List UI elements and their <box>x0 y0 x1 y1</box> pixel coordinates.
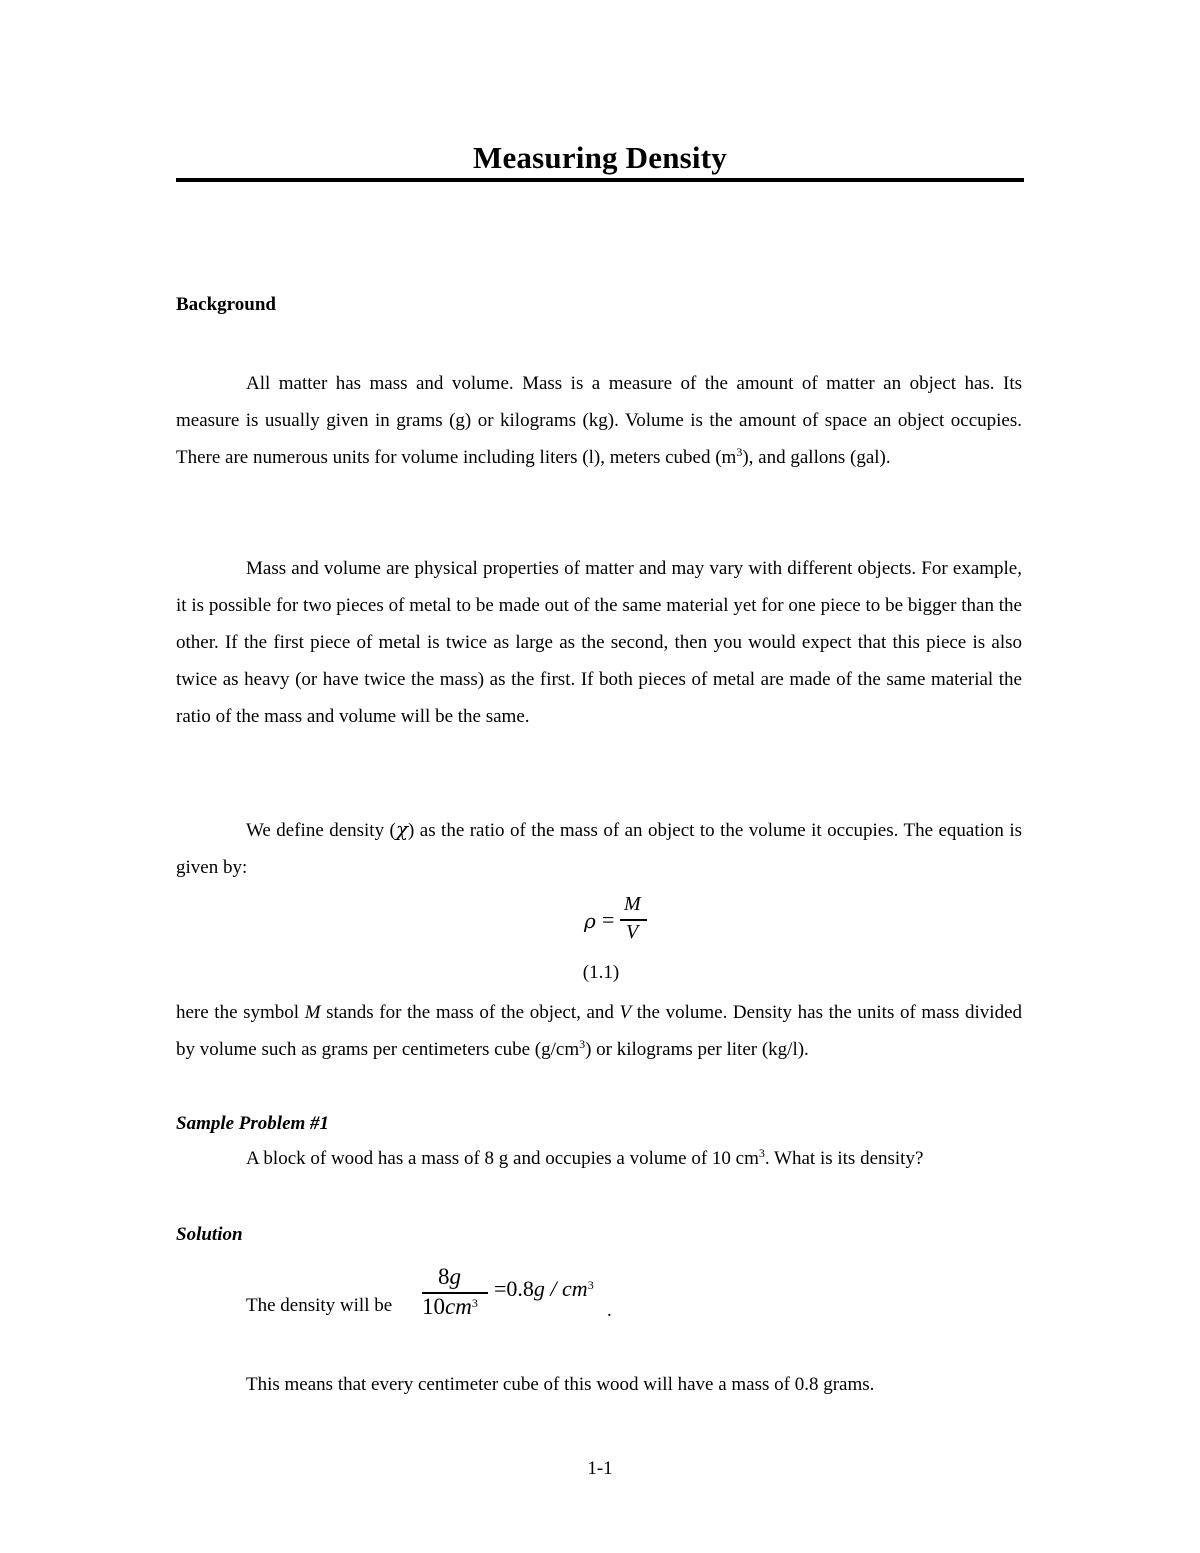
solution-result <box>494 1276 594 1302</box>
solution-rhs-eq: =0.8 <box>494 1276 534 1301</box>
paragraph-2-text: Mass and volume are physical properties of matter and may vary with different objects. For example, it is possible for two pieces of metal to be made out of the same material yet for one piece to be bigger than the other. If the first piece of metal is twice as large as the second, then you would expect that this piece is also twice as heavy (or have twice the mass) as the first. If both pieces of metal are made of the same material the ratio of the mass and volume will be the same. <box>176 558 1022 727</box>
density-equation <box>584 893 664 953</box>
volume-symbol: V <box>619 1002 632 1023</box>
paragraph-3-text-a: We define density ( <box>246 820 396 841</box>
solution-label: The density will be <box>246 1295 393 1316</box>
sample-text-a: A block of wood has a mass of 8 g and occupies a volume of 10 cm <box>246 1148 759 1169</box>
paragraph-1-end: ), and gallons (gal). <box>742 447 891 468</box>
solution-row <box>246 1264 646 1324</box>
solution-trailing-period: . <box>607 1300 612 1321</box>
paragraph-1 <box>176 365 1022 476</box>
sample-problem-heading: Sample Problem #1 <box>176 1113 330 1134</box>
solution-num-value: 8 <box>438 1264 450 1289</box>
equation-equals: = <box>602 907 615 932</box>
equation-lhs: ρ <box>584 909 596 933</box>
solution-den-unit: cm <box>445 1294 472 1319</box>
page-title: Measuring Density <box>473 140 727 175</box>
sample-sup: 3 <box>758 1146 765 1160</box>
paragraph-4-sup: 3 <box>579 1037 586 1051</box>
page-number: 1-1 <box>587 1458 613 1479</box>
paragraph-1-sup: 3 <box>736 445 743 459</box>
paragraph-4-text-c: the volume. Density has the units of mass divided by volume such as grams per centimeters cube (g/cm <box>176 1002 1022 1060</box>
closing-sentence: This means that every centimeter cube of this wood will have a mass of 0.8 grams. <box>246 1374 875 1395</box>
solution-rhs-unit: g / cm <box>533 1276 588 1301</box>
paragraph-3-text-b: ) as the ratio of the mass of an object to the volume it occupies. The equation is given by: <box>176 820 1023 878</box>
solution-numerator <box>438 1264 461 1290</box>
title-underline <box>176 178 1024 182</box>
paragraph-4-text-b: stands for the mass of the object, and <box>320 1002 620 1023</box>
equation-numerator: M <box>624 893 641 915</box>
density-symbol: χ <box>395 817 408 841</box>
paragraph-2 <box>176 550 1022 735</box>
paragraph-4 <box>176 994 1022 1068</box>
paragraph-4-text-a: here the symbol <box>176 1002 305 1023</box>
paragraph-3 <box>176 811 1022 886</box>
solution-den-value: 10 <box>422 1294 445 1319</box>
background-heading: Background <box>176 294 276 315</box>
solution-rhs-sup: 3 <box>587 1278 594 1292</box>
solution-heading: Solution <box>176 1224 243 1245</box>
solution-num-unit: g <box>449 1264 461 1289</box>
mass-symbol: M <box>304 1002 321 1023</box>
equation-denominator: V <box>626 921 639 943</box>
sample-problem-text <box>246 1148 923 1170</box>
solution-denominator <box>422 1294 478 1320</box>
paragraph-1-text: All matter has mass and volume. Mass is a measure of the amount of matter an object has. Its measure is usually given in grams (g) or kilograms (kg). Volume is the amount of space an object occupies. There are numerous units for volume including liters (l), meters cubed (m <box>176 373 1022 468</box>
equation-number: (1.1) <box>582 962 620 983</box>
solution-den-sup: 3 <box>471 1296 478 1310</box>
sample-text-b: . What is its density? <box>764 1148 924 1169</box>
paragraph-4-text-d: ) or kilograms per liter (kg/l). <box>585 1039 809 1060</box>
